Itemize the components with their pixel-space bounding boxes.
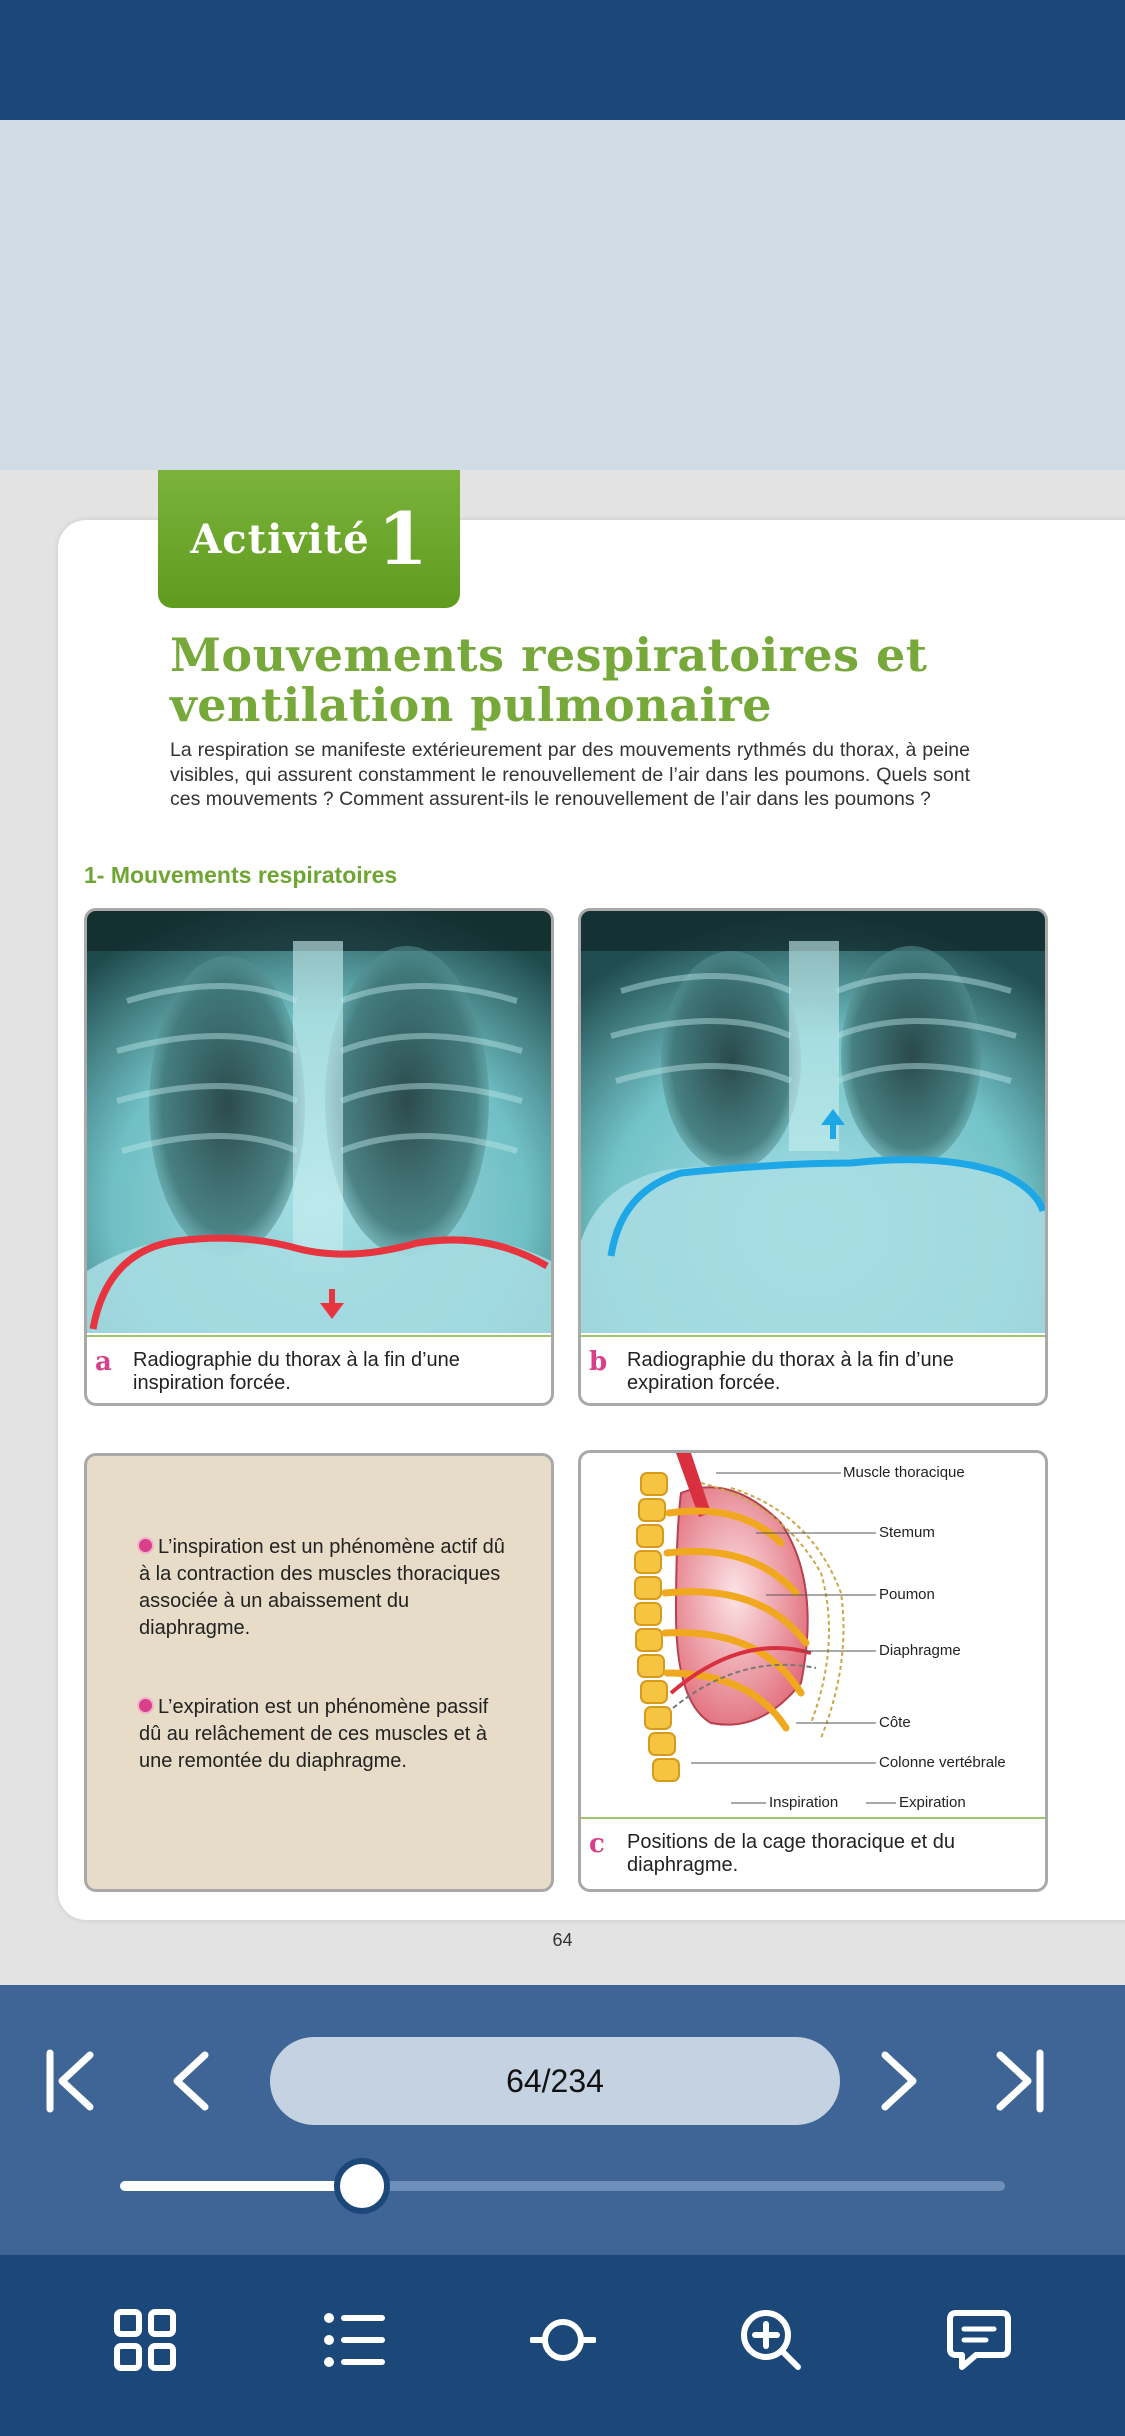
- rib-cage-diagram: [581, 1453, 1045, 1817]
- label-inspiration: Inspiration: [769, 1794, 839, 1811]
- label-sternum: Stemum: [879, 1524, 935, 1541]
- thumbnails-button[interactable]: [100, 2295, 190, 2385]
- expiration-paragraph: [139, 1694, 509, 1775]
- book-page: [0, 470, 1125, 1985]
- page-number: 64: [552, 1930, 573, 1950]
- label-expiration: Expiration: [899, 1794, 966, 1811]
- xray-expiration-image: [581, 911, 1045, 1333]
- label-colonne: Colonne vertébrale: [879, 1754, 1006, 1771]
- activity-word: Activité: [190, 515, 370, 563]
- figure-a-caption-text: Radiographie du thorax à la fin d’une inspiration forcée.: [133, 1349, 460, 1394]
- figure-c-panel: [578, 1450, 1048, 1892]
- label-cote: Côte: [879, 1714, 911, 1731]
- previous-page-icon: [165, 2049, 215, 2113]
- page-slider[interactable]: [120, 2181, 1005, 2191]
- top-bar: [0, 0, 1125, 120]
- label-diaphragme: Diaphragme: [879, 1642, 961, 1659]
- slider-fill: [120, 2181, 362, 2191]
- figure-b-caption: [581, 1335, 1045, 1403]
- first-page-icon: [40, 2049, 100, 2113]
- label-muscle: Muscle thoracique: [843, 1464, 965, 1481]
- section-title: 1- Mouvements respiratoires: [84, 862, 398, 888]
- figure-b-panel: [578, 908, 1048, 1406]
- last-page-button[interactable]: [980, 2041, 1060, 2121]
- next-page-button[interactable]: [860, 2041, 940, 2121]
- comment-icon: [946, 2307, 1012, 2373]
- figure-c-caption: [581, 1817, 1045, 1891]
- intro-paragraph: La respiration se manifeste extérieurement par des mouvements rythmés du thorax, à peine visibles, qui assurent constamment le renouvellement de l’air dans les poumons. Quels sont ces mouvements ? Comment assurent-ils le renouvellement de l’air dans les poumons ?: [170, 739, 970, 810]
- title-line-1: Mouvements respiratoires et: [170, 628, 928, 682]
- zoom-in-icon: [738, 2307, 804, 2373]
- expiration-text: L’expiration est un phénomène passif dû au relâchement de ces muscles et à une remontée du diaphragme.: [139, 1696, 489, 1772]
- bottom-toolbar: [0, 2255, 1125, 2436]
- slider-thumb[interactable]: [334, 2158, 390, 2214]
- label-poumon: Poumon: [879, 1586, 935, 1603]
- figure-c-letter: c: [589, 1829, 605, 1859]
- figure-a-panel: [84, 908, 554, 1406]
- page-controls: [0, 1985, 1125, 2255]
- spine-icon: [635, 1473, 679, 1781]
- bullet-icon: [139, 1699, 152, 1712]
- previous-page-button[interactable]: [150, 2041, 230, 2121]
- figure-b-caption-text: Radiographie du thorax à la fin d’une expiration forcée.: [627, 1349, 954, 1394]
- figure-a-letter: a: [95, 1347, 112, 1377]
- activity-tab: [158, 470, 460, 608]
- viewer-background: [0, 120, 1125, 470]
- grid-icon: [113, 2308, 177, 2372]
- bullet-icon: [139, 1539, 152, 1552]
- title-line-2: ventilation pulmonaire: [170, 678, 772, 732]
- fit-page-button[interactable]: [518, 2295, 608, 2385]
- page-indicator[interactable]: 64/234: [270, 2037, 840, 2125]
- inspiration-text: L’inspiration est un phénomène actif dû à la contraction des muscles thoraciques associée à un abaissement du diaphragme.: [139, 1536, 505, 1639]
- inspiration-paragraph: [139, 1534, 509, 1642]
- last-page-icon: [990, 2049, 1050, 2113]
- explanation-box: [84, 1453, 554, 1892]
- table-of-contents-button[interactable]: [310, 2295, 400, 2385]
- figure-a-caption: [87, 1335, 551, 1403]
- activity-number: 1: [377, 496, 428, 581]
- figure-b-letter: b: [589, 1347, 608, 1377]
- target-icon: [530, 2307, 596, 2373]
- xray-inspiration-image: [87, 911, 551, 1333]
- zoom-in-button[interactable]: [726, 2295, 816, 2385]
- page-title: [170, 630, 990, 730]
- comments-button[interactable]: [934, 2295, 1024, 2385]
- figure-c-caption-text: Positions de la cage thoracique et du diaphragme.: [627, 1831, 955, 1876]
- list-icon: [322, 2308, 388, 2372]
- first-page-button[interactable]: [30, 2041, 110, 2121]
- next-page-icon: [875, 2049, 925, 2113]
